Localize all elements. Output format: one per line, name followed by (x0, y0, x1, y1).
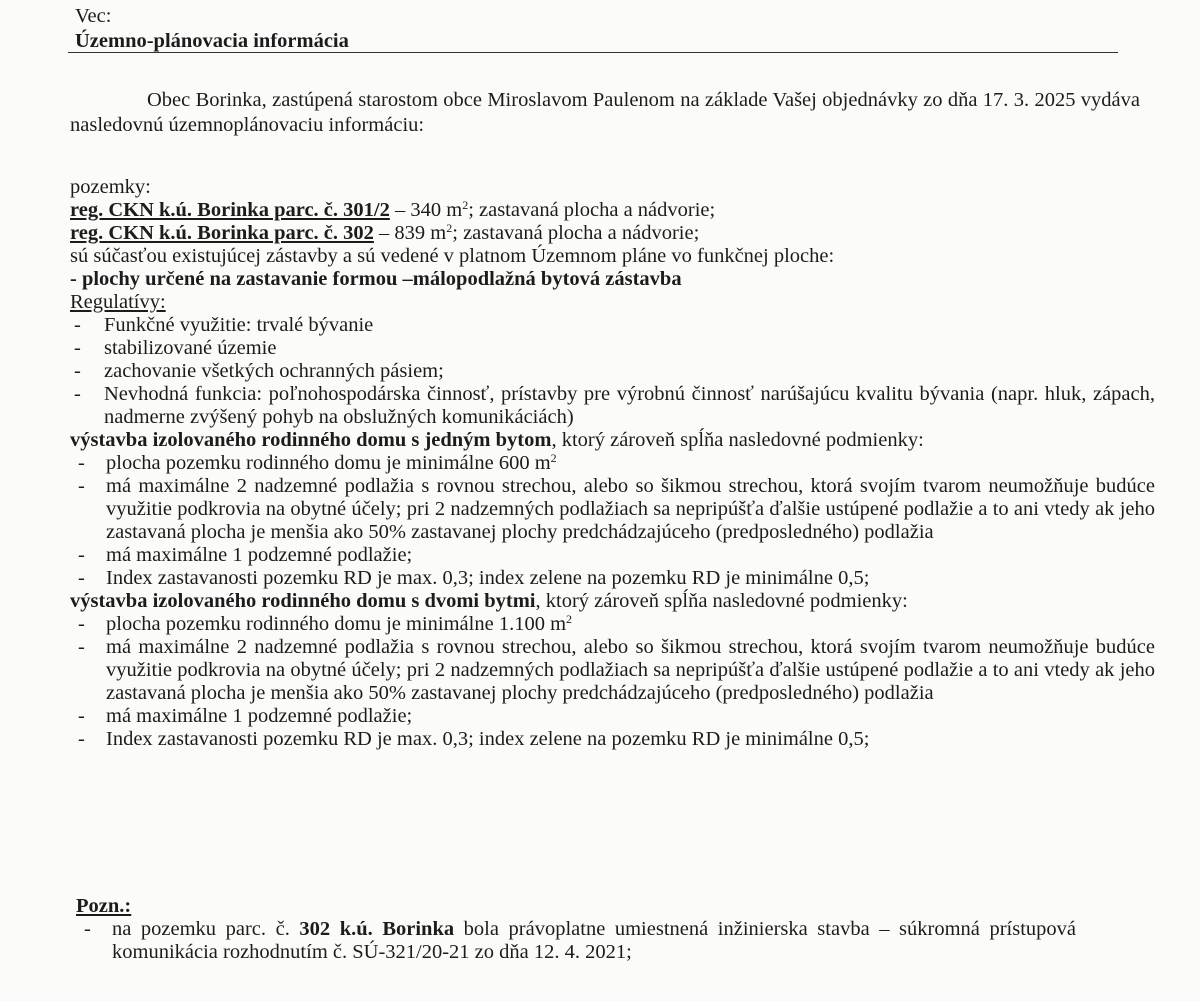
regulativ-text: Funkčné využitie: trvalé bývanie (104, 314, 374, 336)
condition-text: má maximálne 1 podzemné podlažie; (106, 544, 413, 566)
heading-bold: výstavba izolovaného rodinného domu s dvomi bytmi (70, 590, 536, 612)
regulativ-item (70, 383, 1155, 429)
header-rule (68, 52, 1118, 53)
condition-text: má maximálne 1 podzemné podlažie; (106, 705, 413, 727)
dash: - (84, 918, 91, 940)
condition-item (70, 452, 1155, 475)
dash: - (78, 636, 85, 658)
parcel-line (70, 199, 1155, 222)
area-exponent: 2 (550, 451, 557, 465)
note-text: na pozemku parc. č. (112, 918, 300, 940)
document-title: Územno-plánovacia informácia (75, 30, 349, 52)
dash: - (78, 705, 85, 727)
regulativ-text: zachovanie všetkých ochranných pásiem; (104, 360, 444, 382)
document-body (70, 176, 1155, 751)
note-label: Pozn.: (76, 895, 132, 917)
heading-rest: , ktorý zároveň spĺňa nasledovné podmienky: (535, 590, 908, 612)
parcel-use: ; zastavaná plocha a nádvorie; (468, 199, 716, 221)
note-section (76, 895, 1076, 964)
subject-label: Vec: (75, 5, 112, 27)
condition-item (70, 544, 1155, 567)
condition-text: má maximálne 2 nadzemné podlažia s rovnou strechou, alebo so šikmou strechou, ktorá svojím tvarom neumožňuje budúce využitie podkrovia na obytné účely; pri 2 nadzemných podlažiach sa nepripúšťa ďalšie ustúpené podlažie a to ani vtedy ak jeho zastavaná plocha je menšia ako 50% zastavanej plochy predchádzajúceho (predposledného) podlažia (106, 475, 1155, 543)
parcel-ref: reg. CKN k.ú. Borinka parc. č. 301/2 (70, 199, 390, 221)
dash: - (78, 728, 85, 750)
area-exponent: 2 (446, 221, 453, 235)
parcel-area: – 340 m (389, 199, 463, 221)
area-exponent: 2 (462, 198, 469, 212)
condition-item (70, 613, 1155, 636)
condition-text: plocha pozemku rodinného domu je minimálne 1.100 m (106, 613, 567, 635)
regulativ-text: Nevhodná funkcia: poľnohospodárska činnosť, prístavby pre výrobnú činnosť narúšajúcu kvalitu bývania (napr. hluk, zápach, nadmerne zvýšený pohyb na obslužných komunikáciách) (104, 383, 1155, 428)
condition-item (70, 636, 1155, 705)
letter-header (75, 4, 349, 54)
parcel-use: ; zastavaná plocha a nádvorie; (452, 222, 700, 244)
dash: - (74, 383, 81, 405)
regulativ-item (70, 314, 1155, 337)
condition-text: Index zastavanosti pozemku RD je max. 0,3; index zelene na pozemku RD je minimálne 0,5; (106, 567, 870, 589)
heading-bold: výstavba izolovaného rodinného domu s jedným bytom (70, 429, 552, 451)
condition-item (70, 705, 1155, 728)
dash: - (78, 475, 85, 497)
status-line: sú súčasťou existujúcej zástavby a sú vedené v platnom Územnom pláne vo funkčnej ploche: (70, 245, 835, 267)
dash: - (78, 452, 85, 474)
parcel-ref: reg. CKN k.ú. Borinka parc. č. 302 (70, 222, 374, 244)
regulativ-item (70, 337, 1155, 360)
area-exponent: 2 (566, 612, 573, 626)
dash: - (78, 544, 85, 566)
note-text-rest: bola právoplatne umiestnená inžinierska stavba – súkromná prístupová komunikácia rozhodnutím č. SÚ-321/20-21 zo dňa 12. 4. 2021; (112, 918, 1077, 963)
condition-item (70, 728, 1155, 751)
parcel-line (70, 222, 1155, 245)
dash: - (74, 314, 81, 336)
condition-item (70, 475, 1155, 544)
heading-rest: , ktorý zároveň spĺňa nasledovné podmienky: (551, 429, 924, 451)
intro-paragraph: Obec Borinka, zastúpená starostom obce Miroslavom Paulenom na základe Vašej objednávky zo dňa 17. 3. 2025 vydáva nasledovnú územnoplánovaciu informáciu: (70, 89, 1140, 136)
regulativ-text: stabilizované územie (104, 337, 277, 359)
regulativ-item (70, 360, 1155, 383)
dash: - (74, 360, 81, 382)
single-dwelling-heading (70, 429, 1155, 452)
condition-item (70, 567, 1155, 590)
pozemky-label: pozemky: (70, 176, 151, 198)
zone-line: - plochy určené na zastavanie formou –málopodlažná bytová zástavba (70, 268, 682, 290)
dash: - (78, 567, 85, 589)
condition-text: Index zastavanosti pozemku RD je max. 0,3; index zelene na pozemku RD je minimálne 0,5; (106, 728, 870, 750)
double-dwelling-heading (70, 590, 1155, 613)
dash: - (74, 337, 81, 359)
note-item (76, 918, 1076, 964)
note-bold: 302 k.ú. Borinka (299, 918, 455, 940)
condition-text: má maximálne 2 nadzemné podlažia s rovnou strechou, alebo so šikmou strechou, ktorá svojím tvarom neumožňuje budúce využitie podkrovia na obytné účely; pri 2 nadzemných podlažiach sa nepripúšťa ďalšie ustúpené podlažie a to ani vtedy ak jeho zastavaná plocha je menšia ako 50% zastavanej plochy predchádzajúceho (predposledného) podlažia (106, 636, 1155, 704)
condition-text: plocha pozemku rodinného domu je minimálne 600 m (106, 452, 551, 474)
dash: - (78, 613, 85, 635)
parcel-area: – 839 m (373, 222, 447, 244)
regulativy-label: Regulatívy: (70, 291, 166, 313)
